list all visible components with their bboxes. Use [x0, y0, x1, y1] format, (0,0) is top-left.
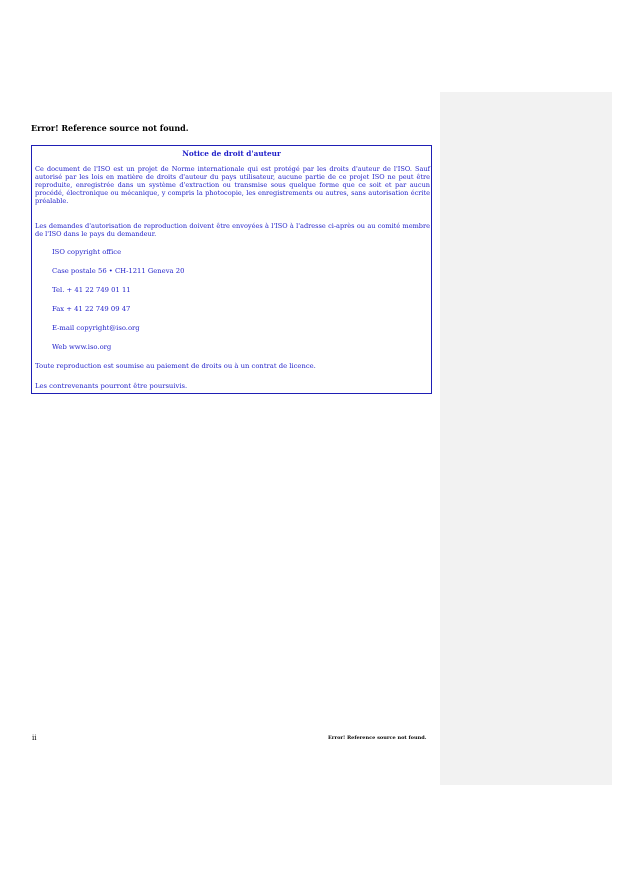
copyright-notice-box	[31, 145, 432, 394]
contact-email: E-mail copyright@iso.org	[52, 324, 140, 332]
contact-office: ISO copyright office	[52, 248, 122, 256]
notice-line-payment: Toute reproduction est soumise au paiement de droits ou à un contrat de licence.	[35, 362, 316, 370]
contact-fax: Fax + 41 22 749 09 47	[52, 305, 131, 313]
notice-line-prosecution: Les contrevenants pourront être poursuivis.	[35, 382, 188, 390]
contact-web: Web www.iso.org	[52, 343, 112, 351]
footer-page-number: ii	[32, 734, 37, 742]
header-title: Error! Reference source not found.	[31, 123, 189, 133]
contact-address: Case postale 56 • CH-1211 Geneva 20	[52, 267, 185, 275]
notice-title: Notice de droit d'auteur	[182, 149, 281, 158]
notice-paragraph-2: Les demandes d'autorisation de reproduction doivent être envoyées à l'ISO à l'adresse ci-après ou au comité membre de l'ISO dans le pays du demandeur.	[35, 222, 430, 238]
comment-pane	[440, 92, 612, 785]
footer-title: Error! Reference source not found.	[328, 735, 427, 741]
notice-paragraph-1: Ce document de l'ISO est un projet de Norme internationale qui est protégé par les droits d'auteur de l'ISO. Sauf autorisé par les lois en matière de droits d'auteur du pays utilisateur, aucune partie de ce projet ISO ne peut être reproduite, enregistrée dans un système d'extraction ou transmise sous quelque forme que ce soit et par aucun procédé, électronique ou mécanique, y compris la photocopie, les enregistrements ou autres, sans autorisation écrite préalable.	[35, 165, 430, 205]
contact-phone: Tel. + 41 22 749 01 11	[52, 286, 131, 294]
